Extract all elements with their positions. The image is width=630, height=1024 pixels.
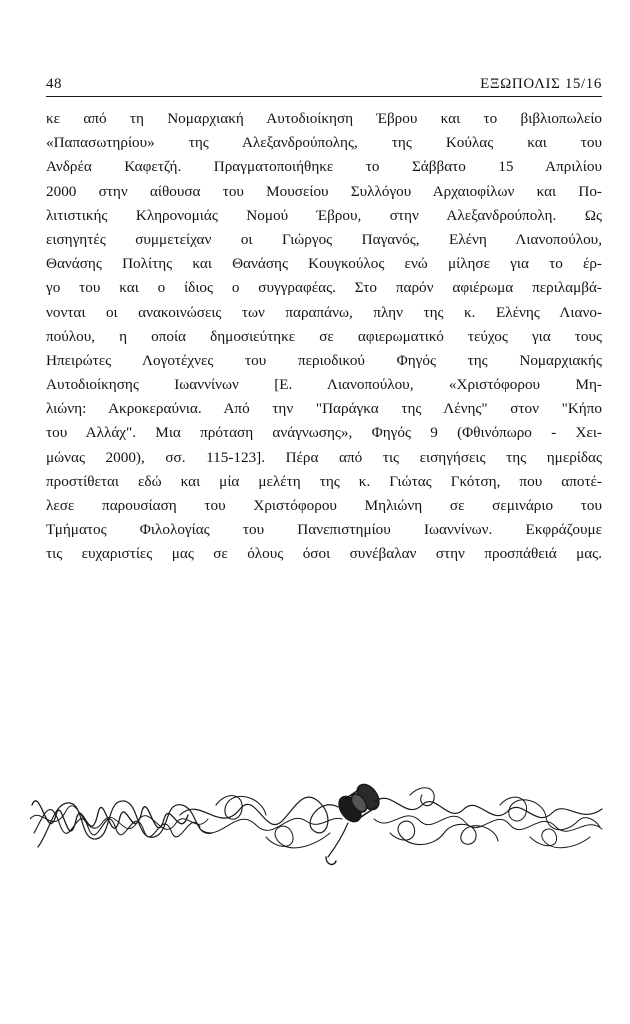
running-head: ΕΞΩΠΟΛΙΣ 15/16	[480, 76, 602, 92]
text-line: Θανάσης Πολίτης και Θανάσης Κουγκούλος ενώ μίλησε για το έρ-	[46, 255, 602, 273]
text-line: λεσε παρουσίαση του Χριστόφορου Μηλιώνη σε σεμινάριο του	[46, 497, 602, 514]
page-number: 48	[46, 76, 62, 92]
text-line: μώνας 2000), σσ. 115-123]. Πέρα από τις εισηγήσεις της ημερίδας	[46, 448, 602, 466]
text-line: προστίθεται εδώ και μία μελέτη της κ. Γιώτας Γκότση, που αποτέ-	[46, 472, 602, 490]
text-line: νονται οι ανακοινώσεις των παραπάνω, πλην της κ. Ελένης Λιανο-	[46, 303, 602, 321]
text-line: γο του και ο ίδιος ο συγγραφέας. Στο παρόν αφιέρωμα περιλαμβά-	[46, 279, 602, 297]
text-line: πούλου, η οποία δημοσιεύτηκε σε αφιερωματικό τεύχος για τους	[46, 327, 602, 345]
text-line: εισηγητές συμμετείχαν οι Γιώργος Παγανός, Ελένη Λιανοπούλου,	[46, 230, 602, 248]
text-line: τις ευχαριστίες μας σε όλους όσοι συνέβαλαν στην προσπάθειά μας.	[46, 545, 602, 563]
text-line: Αυτοδιοίκησης Ιωαννίνων [Ε. Λιανοπούλου, «Χριστόφορου Μη-	[46, 376, 602, 394]
tangled-thread-spool-icon	[30, 775, 604, 870]
text-line: «Παπασωτηρίου» της Αλεξανδρούπολης, της Κούλας και του	[46, 134, 602, 152]
page-header	[46, 74, 602, 97]
text-line: Ηπειρώτες Λογοτέχνες του περιοδικού Φηγός της Νομαρχιακής	[46, 351, 602, 369]
text-line: λιτιστικής Κληρονομιάς Νομού Έβρου, στην Αλεξανδρούπολη. Ως	[46, 206, 602, 224]
text-line: λιώνη: Ακροκεραύνια. Από την "Παράγκα της Λένης" στον "Κήπο	[46, 400, 602, 418]
text-line: του Αλλάχ". Μια πρόταση ανάγνωσης», Φηγός 9 (Φθινόπωρο - Χει-	[46, 424, 602, 442]
text-line: 2000 στην αίθουσα του Μουσείου Συλλόγου Αρχαιοφίλων και Πο-	[46, 182, 602, 200]
body-text	[46, 107, 602, 567]
text-line: Ανδρέα Καφετζή. Πραγματοποιήθηκε το Σάββατο 15 Απριλίου	[46, 158, 602, 176]
text-line: Τμήματος Φιλολογίας του Πανεπιστημίου Ιωαννίνων. Εκφράζουμε	[46, 521, 602, 539]
text-line: κε από τη Νομαρχιακή Αυτοδιοίκηση Έβρου και το βιβλιοπωλείο	[46, 110, 602, 127]
